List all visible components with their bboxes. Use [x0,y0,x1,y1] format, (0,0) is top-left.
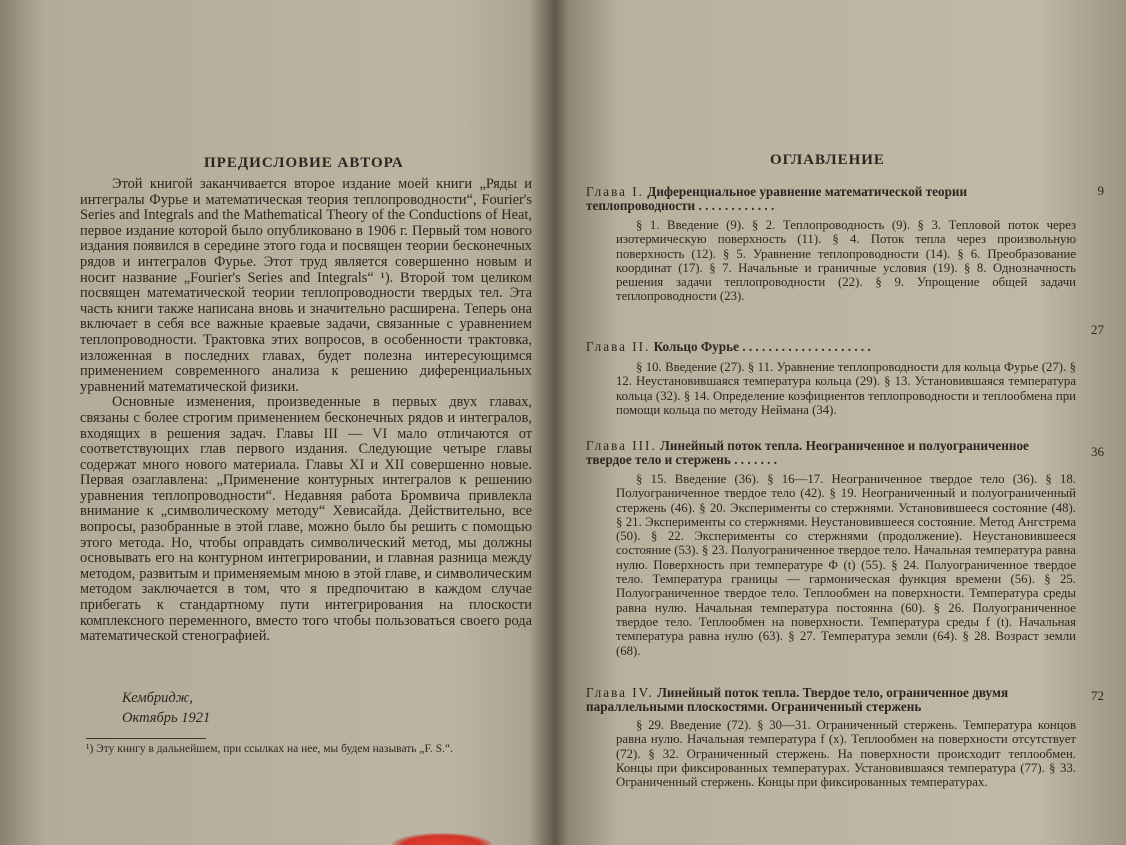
toc-chapter-1-label: Глава I. [586,184,644,199]
footnote-rule [86,738,206,739]
signature-place: Кембридж, [122,690,193,706]
toc-chapter-1-title: Диференциальное уравнение математической теории теплопроводности [586,184,968,214]
toc-chapter-2-label: Глава II. [586,339,651,354]
right-page [556,0,1126,845]
preface-paragraph-1: Этой книгой заканчивается второе издание моей книги „Ряды и интегралы Фурье и математическая теория теплопроводности“, Fourier's Series and Integrals and the Mathematical Theory of the Conductions of Heat, первое издание которой было опубликовано в 1906 г. Первый том нового издания появился в середине этого года и посвящен теории бесконечных рядов и интегралов Фурье. Этот труд является совершенно новым и носит название „Fourier's Series and Integrals“ ¹). Второй том целиком посвящен математической теории теплопроводности твердых тел. Эта часть книги также написана вновь и значительно расширена. Теперь она включает в себя все важные краевые задачи, связанные с уравнением теплопроводности. Трактовка этих вопросов, в особенности трактовка, изложенная в последних главах, будет полезна интересующимся применением современного анализа к решению диференциальных уравнений математической физики. [80,176,532,395]
toc-chapter-4 [586,686,1076,715]
toc-chapter-3: Глава III. Линейный поток тепла. Неограниченное и полуограниченное твердое тело и стержень . . . . . . . [586,438,1029,468]
toc-chapter-3-page: 36 [1091,444,1104,459]
signature-date: Октябрь 1921 [122,710,211,726]
toc-chapter-3-sections: § 15. Введение (36). § 16—17. Неограниченное твердое тело (36). § 18. Полуограниченное твердое тело (42). § 19. Неограниченный и полуограниченный стержень (46). § 20. Эксперименты со стержнями. Установившееся состояние (48). § 21. Эксперименты со стержнями. Неустановившееся состояние. Метод Ангстрема (50). § 22. Эксперименты со стержнями (продолжение). Неустановившееся состояние (53). § 23. Полуограниченное твердое тело. Начальная температура равна нулю. Поверхность при температуре Φ (t) (55). § 24. Полуограниченное твердое тело. Температура границы — гармоническая функция времени (56). § 25. Полуограниченное твердое тело. Теплообмен на поверхности. Температура среды равна нулю. Начальная температура постоянна (60). § 26. Полуограниченное твердое тело. Теплообмен на поверхности. Температура среды f (t). Начальная температура равна нулю (63). § 27. Температура земли (64). § 28. Возраст земли (68). [616,472,1076,658]
preface-body [80,177,532,645]
toc-chapter-3-body [616,472,1076,658]
toc-chapter-4-title: Линейный поток тепла. Твердое тело, ограниченное двумя параллельными плоскостями. Ограниченный стержень [586,685,1009,715]
toc-chapter-1-body [616,218,1076,304]
toc-chapter-4-label: Глава IV. [586,685,654,700]
toc-chapter-1-sections: § 1. Введение (9). § 2. Теплопроводность (9). § 3. Тепловой поток через изотермическую поверхность (11). § 4. Поток тепла через произвольную поверхность (12). § 5. Уравнение теплопроводности (14). § 6. Преобразование координат (17). § 7. Начальные и граничные условия (19). § 8. Однозначность решения задачи теплопроводности (22). § 9. Упрощение общей задачи теплопроводности (23). [616,218,1076,304]
toc-chapter-4-body [616,718,1076,789]
left-page [0,0,552,845]
toc-chapter-4-page: 72 [1091,688,1104,703]
footnote: ¹) Эту книгу в дальнейшем, при ссылках на нее, мы будем называть „F. S.“. [86,743,453,755]
toc-chapter-2: Глава II. Кольцо Фурье . . . . . . . . . . . . . . . . . . . . [586,339,871,354]
toc-chapter-2-page: 27 [1091,322,1104,337]
toc-chapter-2-title: Кольцо Фурье [653,339,739,354]
toc-chapter-1-page: 9 [1097,183,1104,198]
toc-chapter-3-title: Линейный поток тепла. Неограниченное и полуограниченное твердое тело и стержень [586,438,1029,468]
toc-chapter-3-label: Глава III. [586,438,657,453]
toc-chapter-2-body [616,360,1076,417]
toc-chapter-2-sections: § 10. Введение (27). § 11. Уравнение теплопроводности для кольца Фурье (27). § 12. Неустановившаяся температура кольца (29). § 13. Установившаяся температура кольца (32). § 14. Определение коэфициентов теплопроводности и теплообмена при помощи кольца по методу Неймана (34). [616,360,1076,417]
preface-paragraph-2: Основные изменения, произведенные в первых двух главах, связаны с более строгим применением бесконечных рядов и интегралов, входящих в решения задач. Главы III — VI мало отличаются от соответствующих глав первого издания. Следующие четыре главы содержат много нового материала. Главы XI и XII совершенно новые. Первая озаглавлена: „Применение контурных интегралов к решению уравнения теплопроводности“. Недавняя работа Бромвича привлекла внимание к „символическому методу“ Хевисайда. Действительно, все вопросы, разобранные в этой главе, можно было бы решить с помощью этого метода. Но, чтобы оправдать символический метод, мы должны основывать его на контурном интегрировании, и главная разница между методом, развитым и применяемым мною в этой главе, и символическим методом заключается в том, что я предпочитаю в каждом случае прибегать к стандартному пути интегрирования на плоскости комплексного переменного, вместо того чтобы пользоваться своего рода математической стенографией. [80,394,532,645]
toc-heading: ОГЛАВЛЕНИЕ [770,152,885,168]
toc-chapter-4-sections: § 29. Введение (72). § 30—31. Ограниченный стержень. Температура концов равна нулю. Начальная температура f (x). Теплообмен на поверхности отсутствует (72). § 32. Ограниченный стержень. На поверхности происходит теплообмен. Концы при фиксированных температурах. Установившаяся температура (77). § 33. Ограниченный стержень. Концы при фиксированных температурах. [616,718,1076,790]
toc-chapter-1: Глава I. Диференциальное уравнение математической теории теплопроводности . . . . . . . . . . . . [586,184,968,214]
preface-heading: ПРЕДИСЛОВИЕ АВТОРА [204,155,404,171]
